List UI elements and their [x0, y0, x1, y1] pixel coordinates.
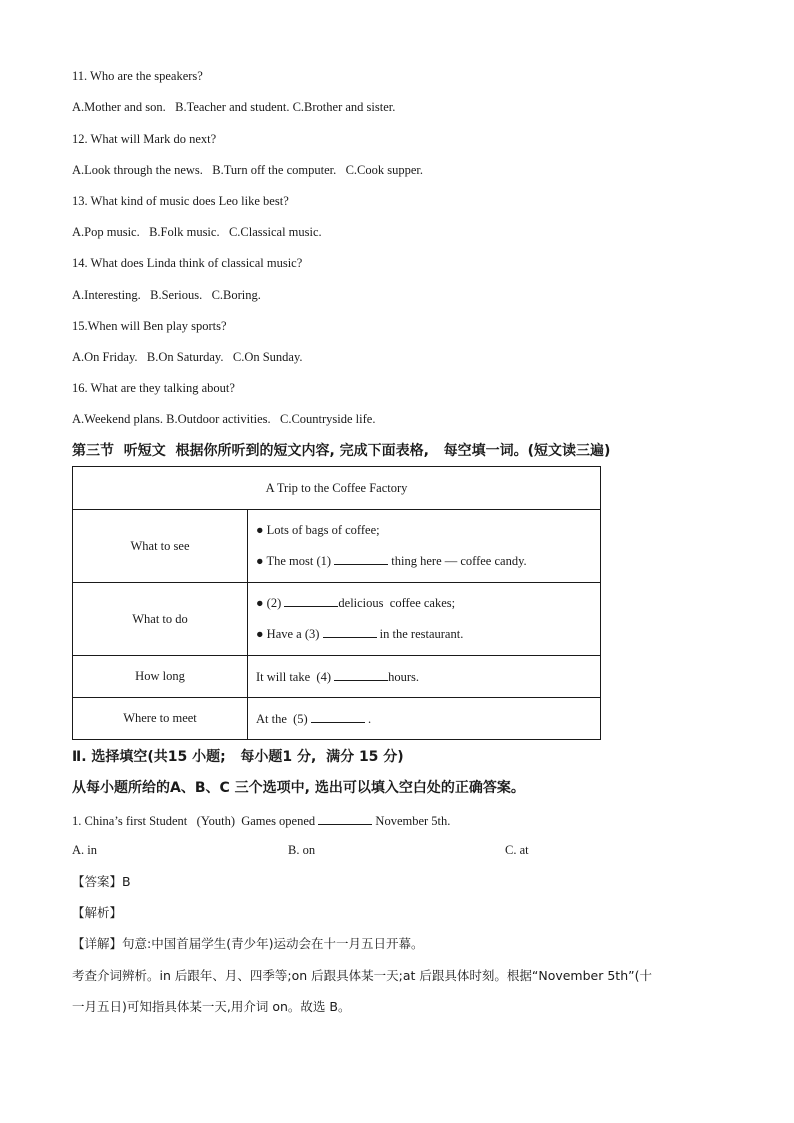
row-label-how-long: How long: [73, 656, 248, 698]
question-13: 13. What kind of music does Leo like best?: [72, 194, 289, 208]
cell-line: [256, 588, 592, 619]
question-15-options: A.On Friday. B.On Saturday. C.On Sunday.: [72, 350, 303, 364]
question-13-options: A.Pop music. B.Folk music. C.Classical music.: [72, 225, 322, 239]
table-title-row: [73, 467, 601, 510]
cell-text: ● The most (1): [256, 554, 335, 568]
trip-table: [72, 466, 601, 740]
cell-text: ● Lots of bags of coffee;: [256, 523, 380, 537]
question-16-options: A.Weekend plans. B.Outdoor activities. C.Countryside life.: [72, 412, 376, 426]
table-row: [73, 656, 601, 698]
cell-text: It will take (4): [256, 670, 335, 684]
question-12: 12. What will Mark do next?: [72, 132, 217, 146]
part2-heading: Ⅱ. 选择填空(共15 小题; 每小题1 分, 满分 15 分): [72, 749, 404, 765]
option-c[interactable]: C. at: [505, 843, 529, 857]
explanation-line-1: 考查介词辨析。in 后跟年、月、四季等;on 后跟具体某一天;at 后跟具体时刻。根据“November 5th”(十: [72, 968, 652, 983]
row-label-what-to-see: What to see: [73, 510, 248, 583]
cell-text: in the restaurant.: [376, 627, 464, 641]
row-content: [248, 510, 601, 583]
detail-line: 【详解】句意:中国首届学生(青少年)运动会在十一月五日开幕。: [72, 936, 424, 951]
row-label-where-to-meet: Where to meet: [73, 698, 248, 740]
cell-text: At the (5): [256, 712, 311, 726]
part2-instruction: 从每小题所给的A、B、C 三个选项中, 选出可以填入空白处的正确答案。: [72, 780, 525, 796]
answer-label: 【答案】B: [72, 874, 131, 889]
explanation-line-2: 一月五日)可知指具体某一天,用介词 on。故选 B。: [72, 999, 351, 1014]
row-content: [248, 583, 601, 656]
stem-text: November 5th.: [372, 814, 451, 828]
cell-text: .: [364, 712, 372, 726]
blank-q1[interactable]: [318, 812, 372, 825]
row-content: [248, 656, 601, 698]
question-15: 15.When will Ben play sports?: [72, 319, 227, 333]
question-11-options: A.Mother and son. B.Teacher and student. C.Brother and sister.: [72, 100, 396, 114]
table-row: [73, 583, 601, 656]
row-label-what-to-do: What to do: [73, 583, 248, 656]
table-title: A Trip to the Coffee Factory: [73, 467, 601, 510]
blank-1[interactable]: [334, 552, 388, 565]
section3-heading: 第三节 听短文 根据你所听到的短文内容, 完成下面表格, 每空填一词。(短文读三遍): [72, 443, 611, 459]
cell-text: ● (2): [256, 596, 285, 610]
cell-line: [256, 515, 592, 546]
cell-line: [256, 546, 592, 577]
blank-4[interactable]: [334, 668, 388, 681]
question-11: 11. Who are the speakers?: [72, 69, 203, 83]
option-a[interactable]: A. in: [72, 843, 97, 857]
stem-text: 1. China’s first Student (Youth) Games opened: [72, 814, 319, 828]
cell-text: hours.: [388, 670, 420, 684]
question-14-options: A.Interesting. B.Serious. C.Boring.: [72, 288, 261, 302]
question-16: 16. What are they talking about?: [72, 381, 235, 395]
table-row: [73, 510, 601, 583]
cell-text: thing here — coffee candy.: [388, 554, 527, 568]
cell-text: ● Have a (3): [256, 627, 323, 641]
question-14: 14. What does Linda think of classical music?: [72, 256, 303, 270]
question-1-stem: [72, 812, 450, 829]
blank-3[interactable]: [323, 625, 377, 638]
question-12-options: A.Look through the news. B.Turn off the computer. C.Cook supper.: [72, 163, 424, 177]
option-b[interactable]: B. on: [288, 843, 316, 857]
row-content: [248, 698, 601, 740]
blank-2[interactable]: [284, 594, 338, 607]
cell-line: [256, 619, 592, 650]
table-row: [73, 698, 601, 740]
analysis-label: 【解析】: [72, 905, 123, 920]
cell-text: delicious coffee cakes;: [338, 596, 456, 610]
blank-5[interactable]: [311, 710, 365, 723]
